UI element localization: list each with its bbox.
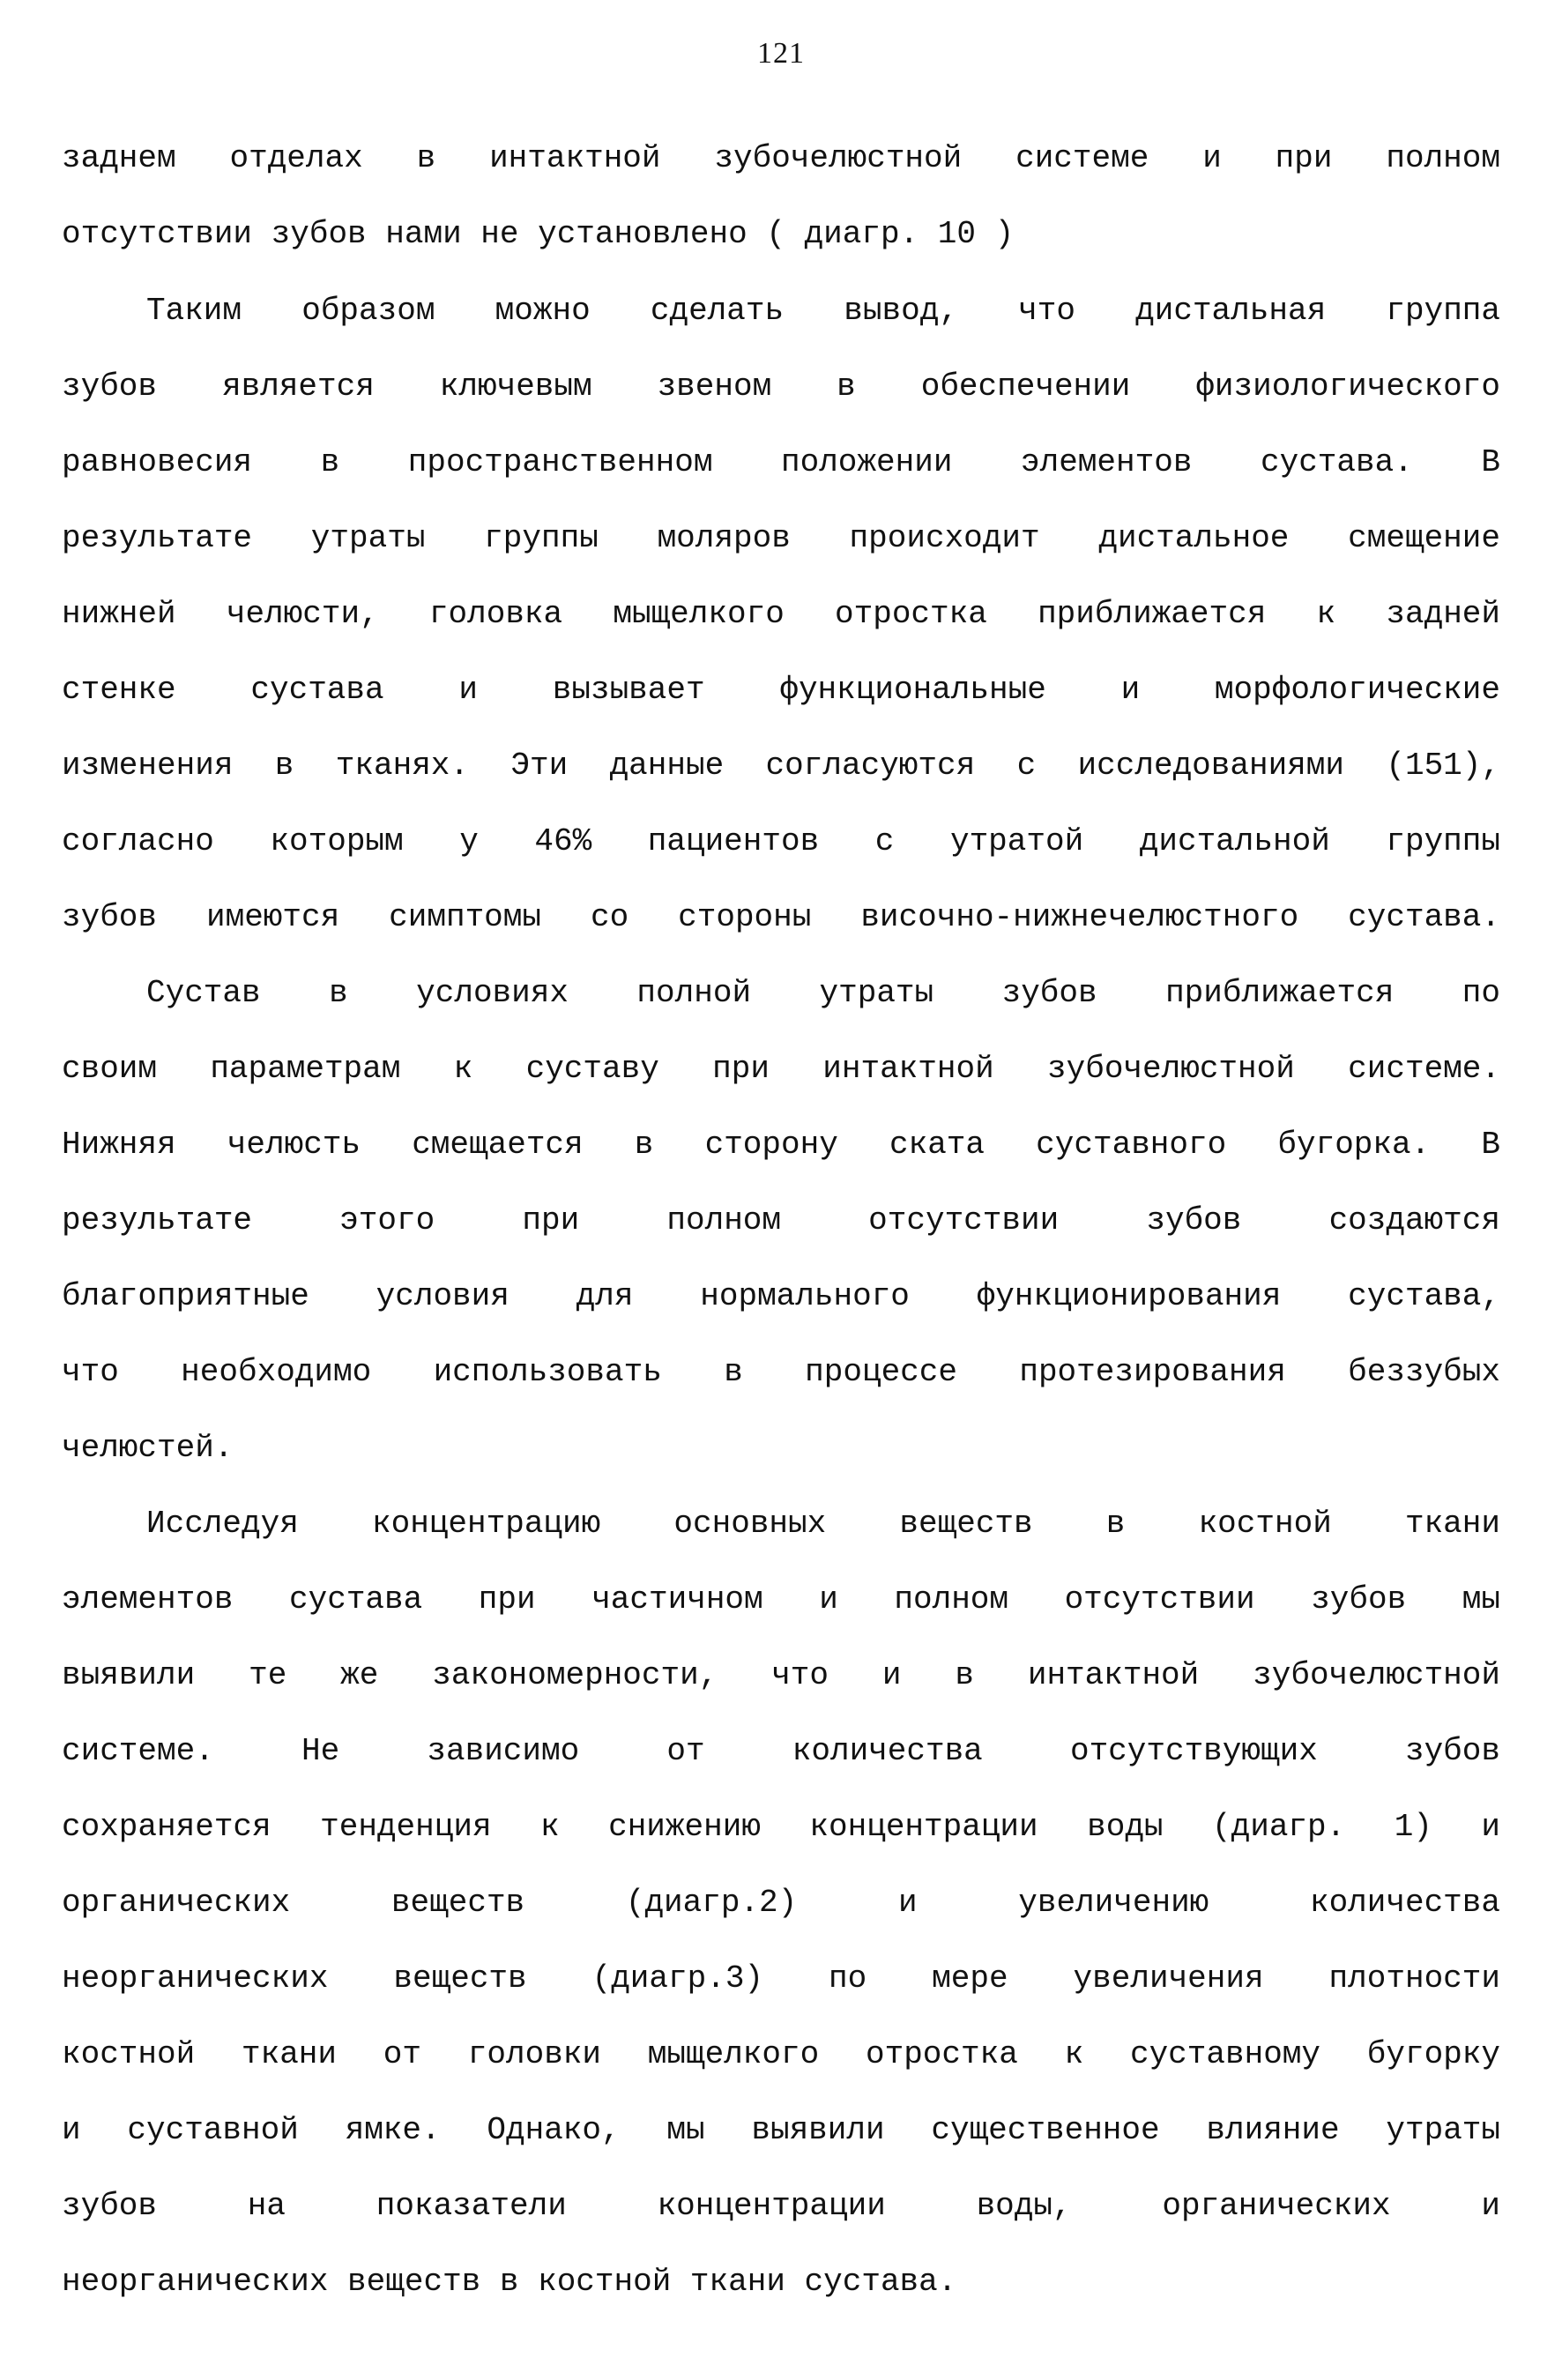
text-line: отсутствии зубов нами не установлено ( диагр. 10 ) (62, 216, 1015, 252)
text-line: результате этого при полном отсутствии зубов создаются (62, 1202, 1500, 1238)
text-line: заднем отделах в интактной зубочелюстной системе и при полном (62, 140, 1500, 176)
text-line: неорганических веществ (диагр.3) по мере увеличения плотности (62, 1960, 1500, 1997)
text-line: и суставной ямке. Однако, мы выявили существенное влияние утраты (62, 2112, 1500, 2148)
text-line: изменения в тканях. Эти данные согласуются с исследованиями (151), (62, 747, 1500, 784)
text-line: органических веществ (диагр.2) и увеличению количества (62, 1885, 1500, 1921)
text-line: согласно которым у 46% пациентов с утратой дистальной группы (62, 823, 1500, 859)
text-line: Таким образом можно сделать вывод, что дистальная группа (146, 293, 1500, 329)
text-line: выявили те же закономерности, что и в интактной зубочелюстной (62, 1657, 1500, 1693)
text-line: Исследуя концентрацию основных веществ в костной ткани (146, 1506, 1500, 1542)
text-line: равновесия в пространственном положении элементов сустава. В (62, 444, 1500, 480)
text-line: системе. Не зависимо от количества отсутствующих зубов (62, 1733, 1500, 1769)
text-line: челюстей. (62, 1430, 234, 1466)
text-line: своим параметрам к суставу при интактной зубочелюстной системе. (62, 1051, 1500, 1087)
text-line: зубов имеются симптомы со стороны височно-нижнечелюстного сустава. (62, 899, 1500, 935)
text-line: элементов сустава при частичном и полном отсутствии зубов мы (62, 1581, 1500, 1618)
text-line: зубов на показатели концентрации воды, органических и (62, 2188, 1500, 2224)
text-line: стенке сустава и вызывает функциональные и морфологические (62, 672, 1500, 708)
text-line: нижней челюсти, головка мыщелкого отростка приближается к задней (62, 596, 1500, 632)
text-line: Нижняя челюсть смещается в сторону ската суставного бугорка. В (62, 1127, 1500, 1163)
text-line: костной ткани от головки мыщелкого отростка к суставному бугорку (62, 2036, 1500, 2072)
text-line: благоприятные условия для нормального функционирования сустава, (62, 1278, 1500, 1314)
text-line: зубов является ключевым звеном в обеспечении физиологического (62, 368, 1500, 405)
text-line: неорганических веществ в костной ткани сустава. (62, 2264, 957, 2300)
text-line: Сустав в условиях полной утраты зубов приближается по (146, 975, 1500, 1011)
page-number: 121 (757, 37, 805, 70)
text-line: результате утраты группы моляров происходит дистальное смещение (62, 520, 1500, 556)
text-line: что необходимо использовать в процессе протезирования беззубых (62, 1354, 1500, 1390)
text-line: сохраняется тенденция к снижению концентрации воды (диагр. 1) и (62, 1809, 1500, 1845)
